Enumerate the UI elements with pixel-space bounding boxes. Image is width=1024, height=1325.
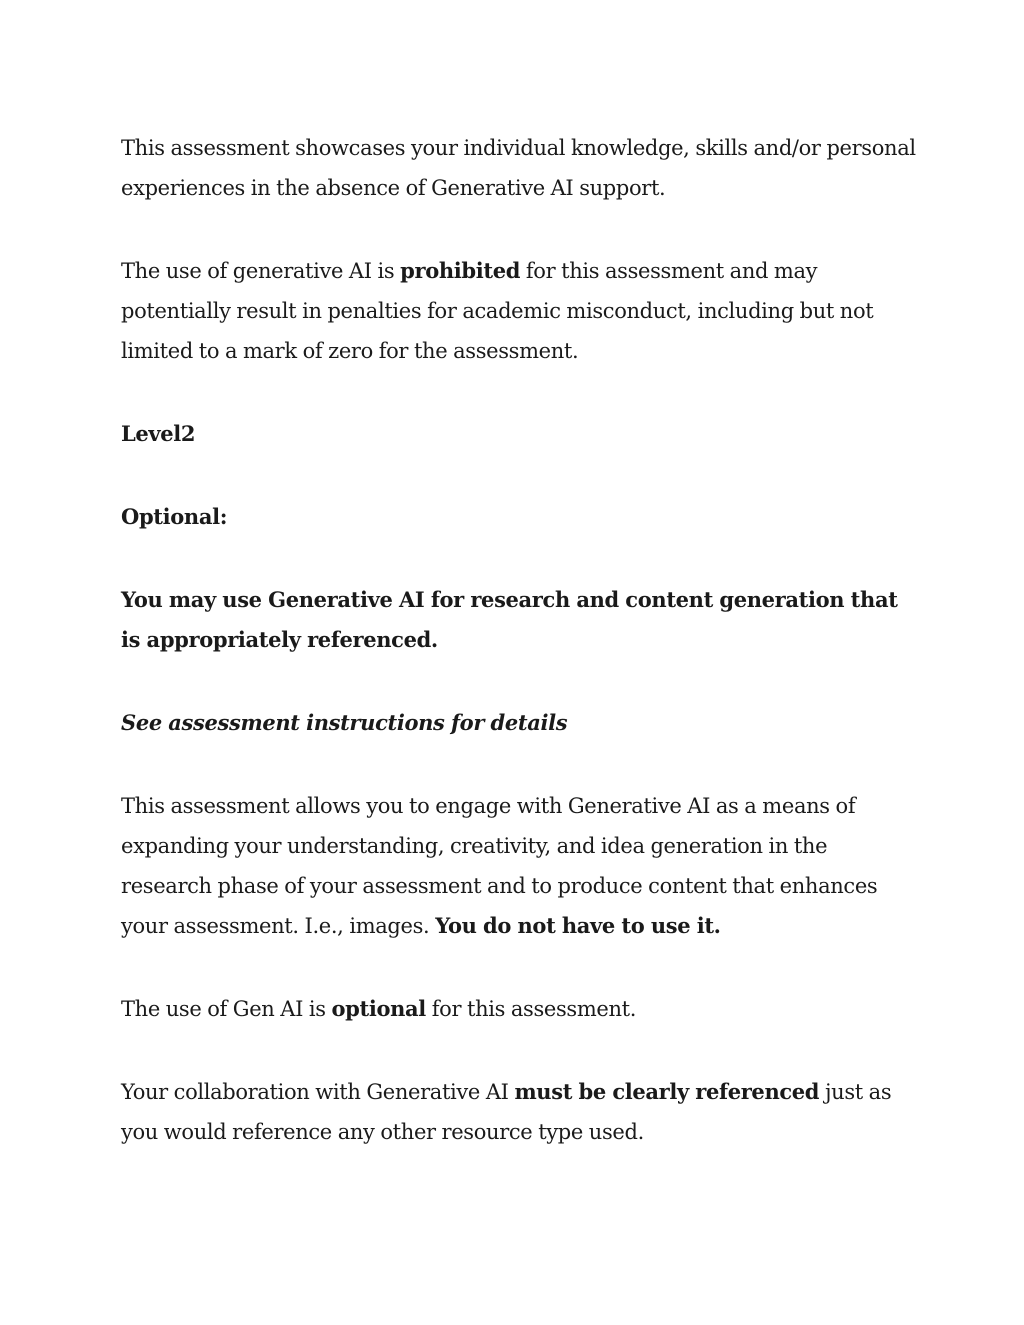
optional-use-text-before: The use of Gen AI is <box>121 997 332 1021</box>
referencing-paragraph <box>121 1072 921 1152</box>
referencing-text-after: just as you would reference any other resource type used. <box>121 1080 892 1144</box>
instructions-note-text: See assessment instructions for details <box>121 710 568 735</box>
allowed-use-text: This assessment allows you to engage with Generative AI as a means of expanding your understanding, creativity, and idea generation in the research phase of your assessment and to produce content that enhances your assessment. I.e., images. <box>121 794 878 938</box>
optional-emphasis: optional <box>331 996 426 1021</box>
allowed-use-paragraph <box>121 786 921 946</box>
prohibited-text-before: The use of generative AI is <box>121 259 401 283</box>
optional-heading-text: Optional: <box>121 504 228 529</box>
no-ai-description-paragraph <box>121 128 921 208</box>
optional-heading <box>121 497 921 537</box>
level-heading <box>121 414 921 454</box>
prohibited-emphasis: prohibited <box>400 258 521 283</box>
prohibited-paragraph <box>121 251 921 371</box>
optional-use-paragraph <box>121 989 921 1029</box>
permission-statement <box>121 580 921 660</box>
permission-statement-text: You may use Generative AI for research and content generation that is appropriately referenced. <box>121 587 898 652</box>
no-ai-description-text: This assessment showcases your individual knowledge, skills and/or personal experiences in the absence of Generative AI support. <box>121 136 916 200</box>
not-required-emphasis: You do not have to use it. <box>435 913 721 938</box>
referencing-emphasis: must be clearly referenced <box>514 1079 820 1104</box>
instructions-note <box>121 703 921 743</box>
referencing-text-before: Your collaboration with Generative AI <box>121 1080 515 1104</box>
document-body <box>121 128 921 1195</box>
optional-use-text-after: for this assessment. <box>425 997 637 1021</box>
level-heading-text: Level2 <box>121 421 196 446</box>
prohibited-text-after: for this assessment and may potentially result in penalties for academic misconduct, including but not limited to a mark of zero for the assessment. <box>121 259 874 363</box>
